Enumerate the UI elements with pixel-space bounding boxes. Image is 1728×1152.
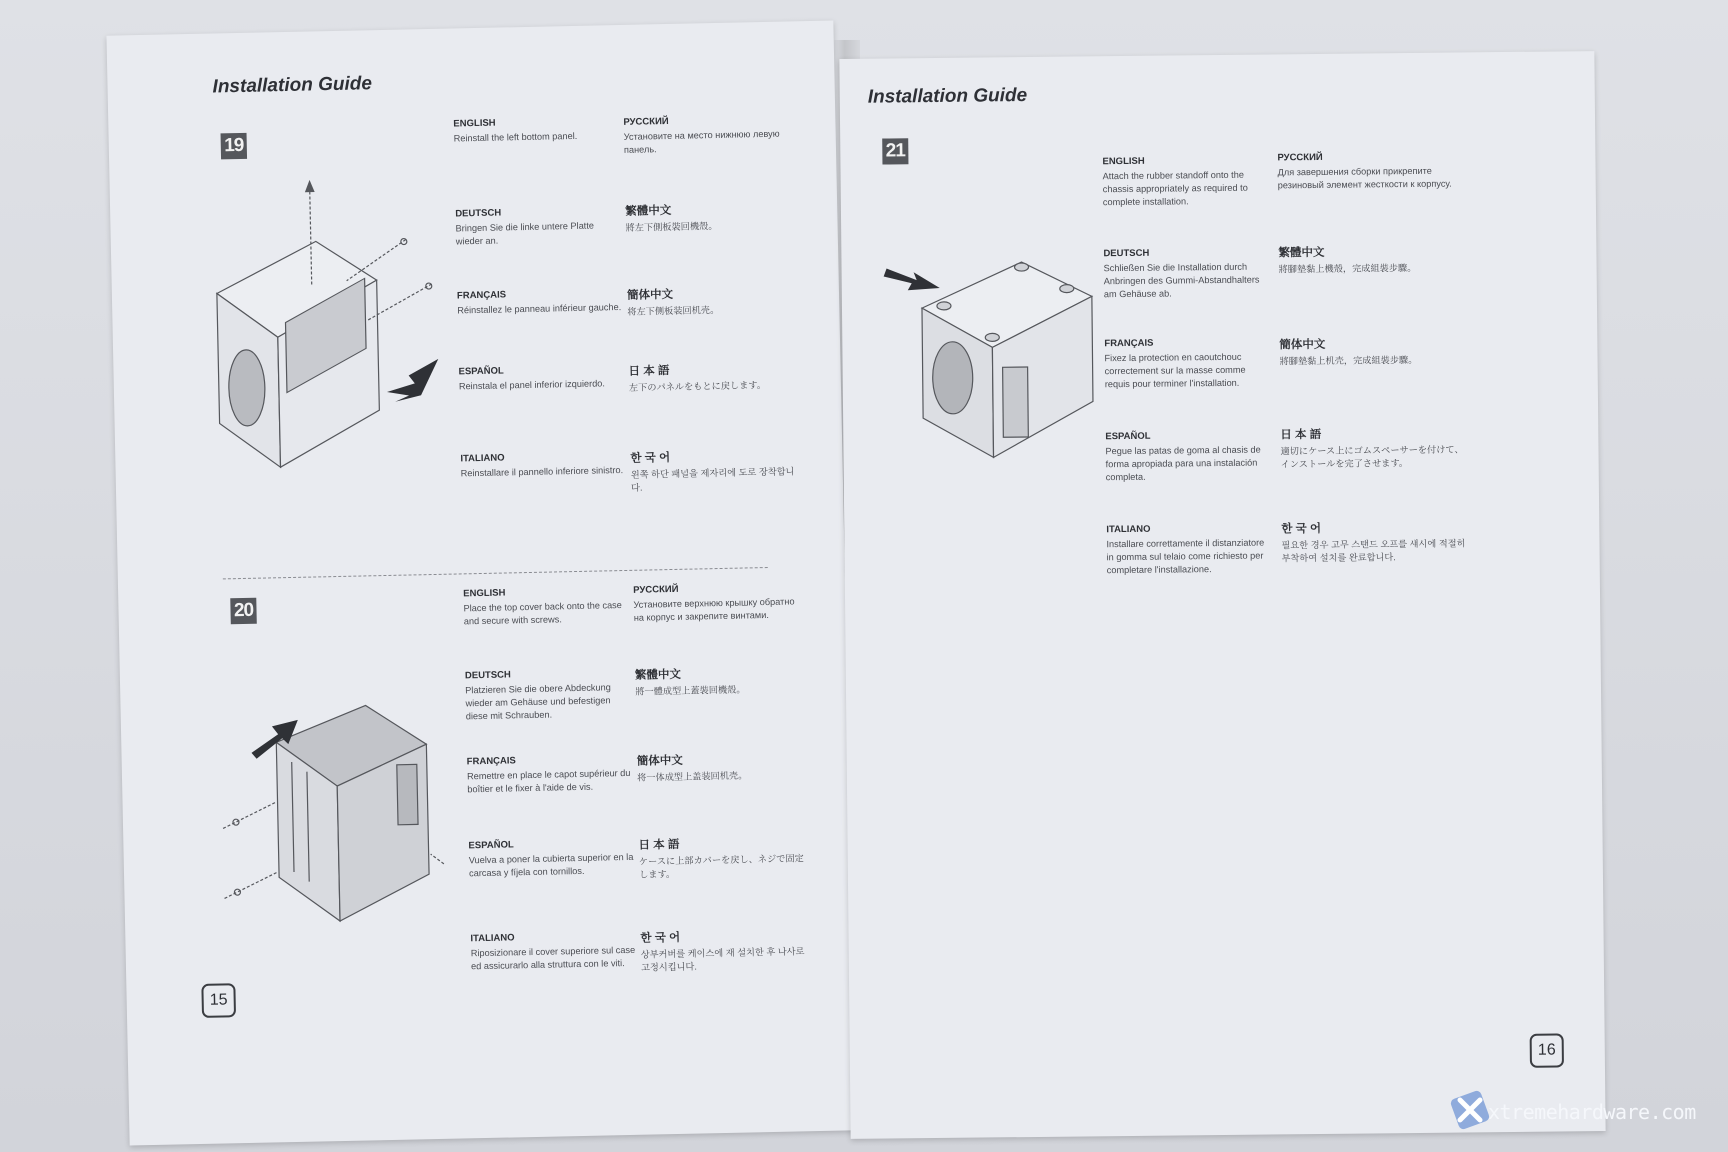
instruction-ko: 한 국 어 왼쪽 하단 패널을 제자리에 도로 장착합니다.: [630, 452, 795, 493]
instruction-zh-tw: 繁體中文 將左下側板裝回機殼。: [625, 204, 718, 233]
instruction-zh-tw: 繁體中文 將一體成型上蓋裝回機殼。: [634, 668, 746, 697]
instruction-ko: 한 국 어 상부커버를 케이스에 재 설치한 후 나사로 고정시킵니다.: [640, 931, 805, 973]
instruction-de: DEUTSCH Schließen Sie die Installation durch Anbringen des Gummi-Abstandhalters am Gehäuse ab.: [1103, 247, 1260, 300]
instruction-en: ENGLISH Attach the rubber standoff onto the chassis appropriately as required to complete installation.: [1102, 155, 1248, 208]
instruction-es: ESPAÑOL Vuelva a poner la cubierta superior en la carcasa y fíjela con tornillos.: [468, 839, 634, 879]
page-title: Installation Guide: [212, 73, 373, 98]
instruction-ru: РУССКИЙ Для завершения сборки прикрепите резиновый элемент жесткости к корпусу.: [1277, 151, 1452, 191]
right-page: [839, 51, 1605, 1139]
page-number: 16: [1530, 1033, 1564, 1067]
instruction-fr: FRANÇAIS Réinstallez le panneau inférieur gauche.: [456, 289, 622, 316]
instruction-es: ESPAÑOL Reinstala el panel inferior izquierdo.: [458, 365, 606, 392]
instruction-ja: 日 本 語 適切にケース上にゴムスペーサーを付けて、インストールを完了させます。: [1280, 428, 1464, 470]
instruction-en: ENGLISH Reinstall the left bottom panel.: [453, 117, 578, 144]
step-number-badge: 19: [221, 133, 248, 160]
step-number-badge: 21: [882, 138, 908, 164]
step-number-badge: 20: [230, 598, 257, 625]
instruction-ja: 日 本 語 ケースに上部カバーを戻し、ネジで固定します。: [638, 838, 804, 880]
instruction-ru: РУССКИЙ Установите на место нижнюю левую панель.: [623, 115, 780, 155]
instruction-fr: FRANÇAIS Remettre en place le capot supérieur du boîtier et le fixer à l'aide de vis.: [466, 755, 631, 795]
instruction-it: ITALIANO Installare correttamente il distanziatore in gomma sul telaio come richiesto per completare l'installazione.: [1106, 523, 1265, 576]
instruction-ja: 日 本 語 左下のパネルをもとに戻します。: [628, 365, 767, 393]
instruction-zh-cn: 簡体中文 将一体成型上盖装回机壳。: [636, 754, 748, 783]
case-illustration-top-cover: [215, 679, 460, 934]
instruction-zh-cn: 簡体中文 将左下侧板装回机壳。: [626, 288, 720, 317]
case-illustration-rubber-standoff: [881, 226, 1124, 469]
instruction-en: ENGLISH Place the top cover back onto the case and secure with screws.: [463, 587, 622, 627]
case-illustration-left-panel: [204, 169, 450, 474]
instruction-de: DEUTSCH Platzieren Sie die obere Abdeckung wieder am Gehäuse und befestigen diese mit Schrauben.: [464, 669, 611, 722]
page-number: 15: [201, 983, 236, 1018]
step-divider: [223, 567, 768, 579]
instruction-it: ITALIANO Reinstallare il pannello inferiore sinistro.: [460, 452, 624, 479]
left-page: [106, 21, 856, 1146]
instruction-de: DEUTSCH Bringen Sie die linke untere Platte wieder an.: [455, 207, 595, 247]
instruction-ko: 한 국 어 필요한 경우 고무 스탠드 오프를 섀시에 적절히 부착하여 설치를 완료합니다.: [1281, 522, 1466, 564]
xtremehardware-logo-icon: [1448, 1088, 1492, 1132]
instruction-fr: FRANÇAIS Fixez la protection en caoutchouc correctement sur la masse comme requis pour terminer l'installation.: [1104, 337, 1246, 390]
watermark-text: xtremehardware.com: [1488, 1100, 1696, 1124]
instruction-zh-tw: 繁體中文 將腳墊黏上機殼，完成組裝步驟。: [1278, 246, 1417, 275]
instruction-it: ITALIANO Riposizionare il cover superiore sul case ed assicurarlo alla struttura con le viti.: [470, 932, 636, 972]
page-title: Installation Guide: [867, 85, 1028, 108]
instruction-es: ESPAÑOL Pegue las patas de goma al chasis de forma apropiada para una instalación completa.: [1105, 430, 1261, 483]
instruction-zh-cn: 簡体中文 將腳墊黏上机壳，完成組裝步驟。: [1279, 338, 1418, 367]
instruction-ru: РУССКИЙ Установите верхнюю крышку обратно на корпус и закрепите винтами.: [633, 583, 795, 623]
